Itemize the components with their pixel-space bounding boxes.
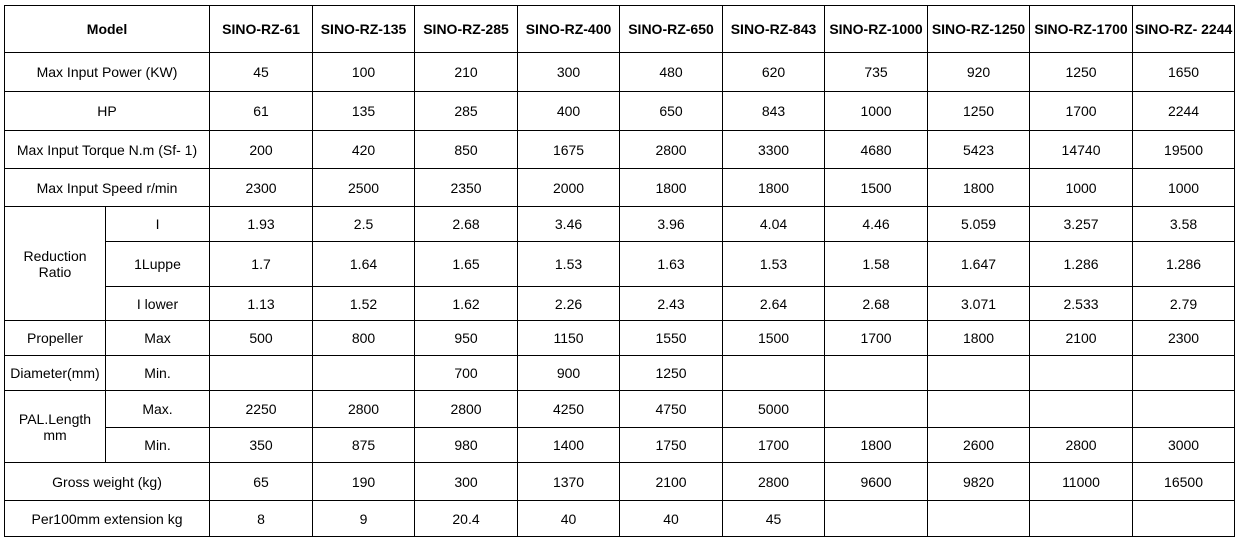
table-cell: 1800: [620, 169, 723, 207]
table-cell: 285: [415, 92, 518, 131]
table-cell: 16500: [1133, 463, 1235, 501]
table-row: [5, 92, 1235, 131]
table-cell: 1.7: [210, 242, 313, 287]
table-cell: 20.4: [415, 501, 518, 537]
table-row: [5, 391, 1235, 428]
table-cell: 9600: [825, 463, 928, 501]
table-row: [5, 169, 1235, 207]
model-name: SINO-RZ-135: [313, 6, 415, 53]
table-cell: 1400: [518, 428, 620, 463]
table-cell: 8: [210, 501, 313, 537]
table-cell: 1700: [1030, 92, 1133, 131]
table-cell: 900: [518, 356, 620, 391]
reduction-group-top: [5, 207, 106, 242]
table-cell: 45: [210, 53, 313, 92]
table-cell: 14740: [1030, 131, 1133, 169]
table-cell: 650: [620, 92, 723, 131]
table-cell: [1030, 501, 1133, 537]
table-row: [5, 463, 1235, 501]
model-name: SINO-RZ- 2244: [1133, 6, 1235, 53]
table-cell: 1800: [723, 169, 825, 207]
table-cell: 2600: [928, 428, 1030, 463]
reduction-group-bottom: [5, 287, 106, 321]
row-label-hp: HP: [5, 92, 210, 131]
table-cell: 4680: [825, 131, 928, 169]
table-cell: 2350: [415, 169, 518, 207]
model-name: SINO-RZ-285: [415, 6, 518, 53]
table-cell: 1750: [620, 428, 723, 463]
table-cell: 2300: [210, 169, 313, 207]
table-cell: 1.58: [825, 242, 928, 287]
table-cell: [1133, 501, 1235, 537]
table-cell: 1150: [518, 321, 620, 356]
table-cell: 4250: [518, 391, 620, 428]
table-cell: 2800: [313, 391, 415, 428]
table-cell: 2244: [1133, 92, 1235, 131]
table-cell: 2.64: [723, 287, 825, 321]
table-cell: 3300: [723, 131, 825, 169]
table-cell: 61: [210, 92, 313, 131]
table-cell: 843: [723, 92, 825, 131]
sub-label: I lower: [106, 287, 210, 321]
table-cell: [723, 356, 825, 391]
table-cell: 65: [210, 463, 313, 501]
table-cell: 800: [313, 321, 415, 356]
model-name: SINO-RZ-650: [620, 6, 723, 53]
table-cell: 1700: [723, 428, 825, 463]
table-cell: 1000: [825, 92, 928, 131]
table-cell: [928, 391, 1030, 428]
table-cell: 875: [313, 428, 415, 463]
table-cell: 200: [210, 131, 313, 169]
table-cell: 1000: [1030, 169, 1133, 207]
sub-label: Min.: [106, 356, 210, 391]
table-cell: 1.53: [723, 242, 825, 287]
table-cell: 210: [415, 53, 518, 92]
table-row: [5, 207, 1235, 242]
table-cell: 5.059: [928, 207, 1030, 242]
table-cell: 1.13: [210, 287, 313, 321]
table-cell: 4750: [620, 391, 723, 428]
table-row: [5, 356, 1235, 391]
table-cell: 3.071: [928, 287, 1030, 321]
spec-table: [4, 5, 1235, 537]
table-cell: 1.65: [415, 242, 518, 287]
table-cell: 9: [313, 501, 415, 537]
table-cell: 3000: [1133, 428, 1235, 463]
table-cell: 350: [210, 428, 313, 463]
table-row: [5, 242, 1235, 287]
table-cell: 300: [415, 463, 518, 501]
model-name: SINO-RZ-400: [518, 6, 620, 53]
table-cell: 2800: [723, 463, 825, 501]
row-label-gross-weight: Gross weight (kg): [5, 463, 210, 501]
table-cell: 40: [620, 501, 723, 537]
table-row: [5, 321, 1235, 356]
table-cell: 40: [518, 501, 620, 537]
model-name: SINO-RZ-1250: [928, 6, 1030, 53]
table-cell: 190: [313, 463, 415, 501]
table-cell: 1.93: [210, 207, 313, 242]
table-cell: 980: [415, 428, 518, 463]
table-cell: 11000: [1030, 463, 1133, 501]
table-cell: 3.58: [1133, 207, 1235, 242]
table-cell: 1250: [1030, 53, 1133, 92]
table-cell: 1.647: [928, 242, 1030, 287]
table-cell: 1675: [518, 131, 620, 169]
table-cell: 1550: [620, 321, 723, 356]
table-row: [5, 501, 1235, 537]
model-header: Model: [5, 6, 210, 53]
table-cell: [928, 356, 1030, 391]
table-cell: 1800: [928, 169, 1030, 207]
model-name: SINO-RZ-61: [210, 6, 313, 53]
table-cell: 2500: [313, 169, 415, 207]
table-cell: [928, 501, 1030, 537]
table-cell: 620: [723, 53, 825, 92]
table-cell: 1700: [825, 321, 928, 356]
table-cell: 2300: [1133, 321, 1235, 356]
table-cell: 2100: [620, 463, 723, 501]
table-row: [5, 131, 1235, 169]
row-label-torque: Max Input Torque N.m (Sf- 1): [5, 131, 210, 169]
table-cell: [313, 356, 415, 391]
table-cell: 1.62: [415, 287, 518, 321]
table-cell: 1800: [928, 321, 1030, 356]
table-cell: 2.43: [620, 287, 723, 321]
table-cell: [825, 356, 928, 391]
table-cell: 1650: [1133, 53, 1235, 92]
sub-label: Min.: [106, 428, 210, 463]
header-row: [5, 6, 1235, 53]
table-cell: 3.257: [1030, 207, 1133, 242]
table-cell: [825, 391, 928, 428]
model-name: SINO-RZ-843: [723, 6, 825, 53]
row-label-power: Max Input Power (KW): [5, 53, 210, 92]
row-label-diameter: Diameter(mm): [5, 356, 106, 391]
table-row: [5, 53, 1235, 92]
table-cell: 135: [313, 92, 415, 131]
table-cell: 950: [415, 321, 518, 356]
table-cell: 1.286: [1133, 242, 1235, 287]
table-cell: 2100: [1030, 321, 1133, 356]
table-row: [5, 428, 1235, 463]
table-cell: 2.533: [1030, 287, 1133, 321]
table-cell: [210, 356, 313, 391]
table-cell: 2.68: [415, 207, 518, 242]
table-cell: 920: [928, 53, 1030, 92]
table-cell: 1.286: [1030, 242, 1133, 287]
model-name: SINO-RZ-1700: [1030, 6, 1133, 53]
table-cell: 2800: [620, 131, 723, 169]
table-cell: [1030, 356, 1133, 391]
table-cell: 5423: [928, 131, 1030, 169]
table-row: [5, 287, 1235, 321]
table-cell: 1.64: [313, 242, 415, 287]
table-cell: 1000: [1133, 169, 1235, 207]
group-label-pal-length: PAL.Length mm: [5, 391, 106, 463]
table-cell: 2.68: [825, 287, 928, 321]
table-cell: [1030, 391, 1133, 428]
table-cell: 1250: [620, 356, 723, 391]
row-label-extension: Per100mm extension kg: [5, 501, 210, 537]
table-cell: 1500: [825, 169, 928, 207]
table-cell: 1.63: [620, 242, 723, 287]
table-cell: [1133, 356, 1235, 391]
table-cell: 700: [415, 356, 518, 391]
table-cell: 45: [723, 501, 825, 537]
table-cell: 2.5: [313, 207, 415, 242]
table-cell: 5000: [723, 391, 825, 428]
table-cell: 400: [518, 92, 620, 131]
table-cell: 735: [825, 53, 928, 92]
table-cell: 1500: [723, 321, 825, 356]
table-cell: 100: [313, 53, 415, 92]
sub-label: 1Luppe: [106, 242, 210, 287]
table-cell: 2250: [210, 391, 313, 428]
table-cell: 4.04: [723, 207, 825, 242]
table-cell: 500: [210, 321, 313, 356]
sub-label: I: [106, 207, 210, 242]
table-cell: 2800: [1030, 428, 1133, 463]
table-cell: 4.46: [825, 207, 928, 242]
table-cell: [825, 501, 928, 537]
sub-label: Max: [106, 321, 210, 356]
table-cell: 480: [620, 53, 723, 92]
sub-label: Max.: [106, 391, 210, 428]
table-cell: 1.52: [313, 287, 415, 321]
table-cell: 850: [415, 131, 518, 169]
table-cell: 1.53: [518, 242, 620, 287]
table-cell: 1800: [825, 428, 928, 463]
table-cell: 19500: [1133, 131, 1235, 169]
table-cell: 2.26: [518, 287, 620, 321]
table-cell: 2.79: [1133, 287, 1235, 321]
group-label-reduction: Reduction Ratio: [5, 242, 106, 287]
table-cell: 1370: [518, 463, 620, 501]
table-cell: 300: [518, 53, 620, 92]
table-cell: 1250: [928, 92, 1030, 131]
model-name: SINO-RZ-1000: [825, 6, 928, 53]
table-cell: 3.96: [620, 207, 723, 242]
row-label-speed: Max Input Speed r/min: [5, 169, 210, 207]
table-cell: 420: [313, 131, 415, 169]
table-cell: 2000: [518, 169, 620, 207]
table-cell: [1133, 391, 1235, 428]
table-cell: 2800: [415, 391, 518, 428]
table-cell: 9820: [928, 463, 1030, 501]
row-label-propeller: Propeller: [5, 321, 106, 356]
table-cell: 3.46: [518, 207, 620, 242]
